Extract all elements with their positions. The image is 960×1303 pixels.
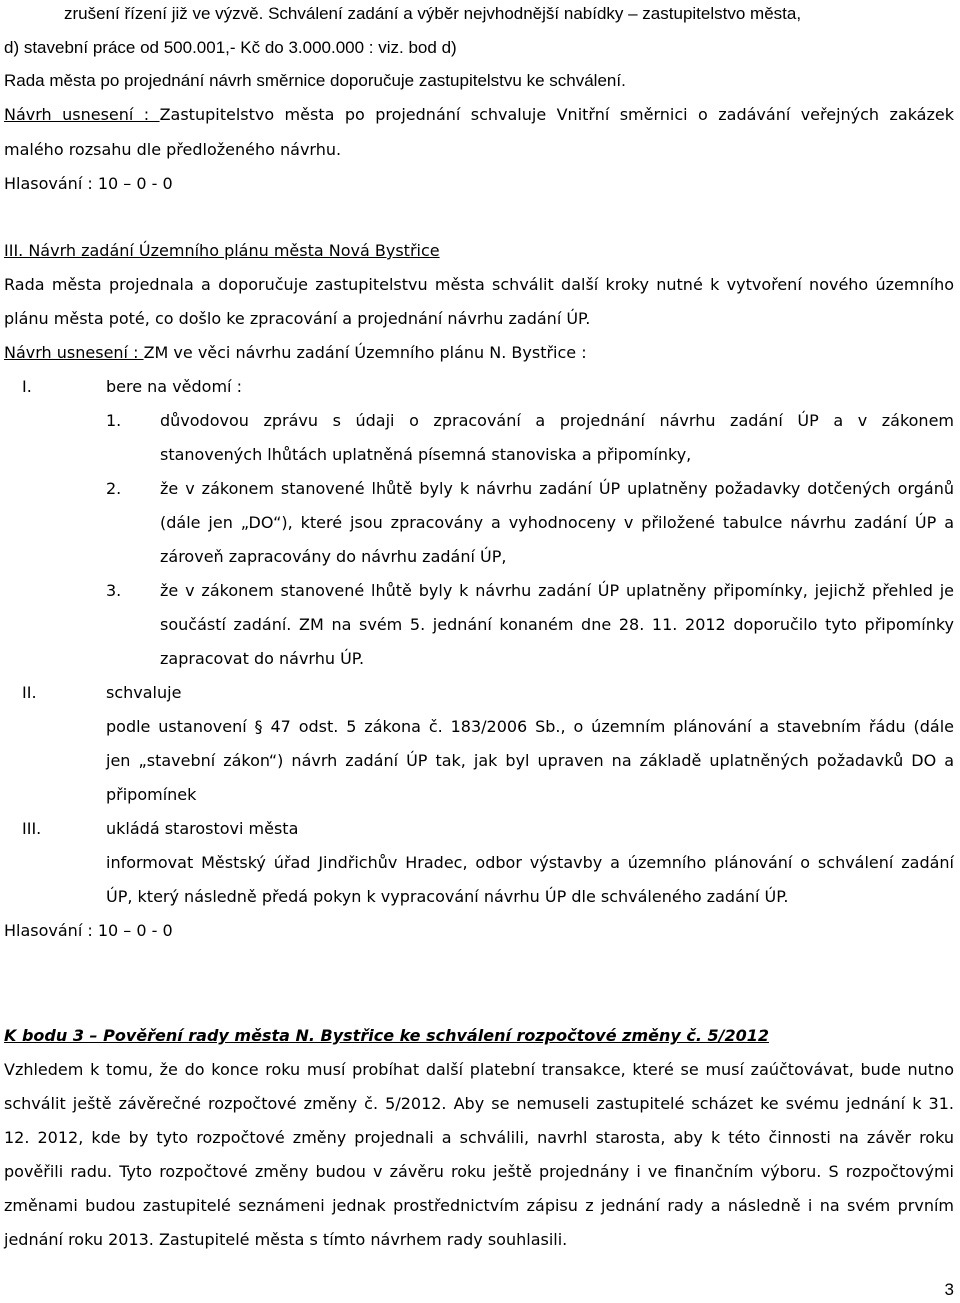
top-line-2: d) stavební práce od 500.001,- Kč do 3.000.000 : viz. bod d) [4, 38, 457, 57]
part3-number: III. [22, 819, 42, 838]
part1-number: I. [22, 377, 32, 396]
section3-resolution-label: Návrh usnesení : [4, 343, 144, 362]
bod3-line-5: změnami budou zastupitelé seznámeni jednak prostřednictvím zápisu z jednání rady a následně i na svém prvním [4, 1196, 954, 1215]
section3-intro-1: Rada města projednala a doporučuje zastupitelstvu města schválit další kroky nutné k vytvoření nového územního [4, 275, 954, 294]
part2-title: schvaluje [106, 683, 182, 702]
bod3-line-1: Vzhledem k tomu, že do konce roku musí probíhat další platební transakce, které se musí zaúčtovávat, bude nutno [4, 1060, 954, 1079]
part1-item1-number: 1. [106, 411, 122, 430]
part1-item3-line-3: zapracovat do návrhu ÚP. [160, 649, 365, 668]
part1-title: bere na vědomí : [106, 377, 242, 396]
section3-intro-2: plánu města poté, co došlo ke zpracování a projednání návrhu zadání ÚP. [4, 309, 591, 328]
bod3-line-3: 12. 2012, kde by tyto rozpočtové změny projednali a schválili, navrhl starosta, aby k této činnosti na závěr roku [4, 1128, 954, 1147]
page-number: 3 [944, 1280, 954, 1299]
part3-title: ukládá starostovi města [106, 819, 299, 838]
resolution1-text-1: Zastupitelstvo města po projednání schvaluje Vnitřní směrnici o zadávání veřejných zakázek [159, 105, 954, 124]
resolution1-vote: Hlasování : 10 – 0 - 0 [4, 174, 173, 193]
bod3-line-2: schválit ještě závěrečné rozpočtové změny č. 5/2012. Aby se nemuseli zastupitelé scházet ke svému jednání k 31. [4, 1094, 954, 1113]
part1-item1-line-1: důvodovou zprávu s údaji o zpracování a projednání návrhu zadání ÚP a v zákonem [160, 411, 954, 430]
section3-resolution-text: ZM ve věci návrhu zadání Územního plánu N. Bystřice : [143, 343, 587, 362]
top-line-3: Rada města po projednání návrh směrnice doporučuje zastupitelstvu ke schválení. [4, 71, 626, 90]
section3-resolution [4, 343, 587, 363]
part1-item2-number: 2. [106, 479, 122, 498]
resolution1-label: Návrh usnesení : [4, 105, 160, 124]
bod3-line-6: jednání roku 2013. Zastupitelé města s tímto návrhem rady souhlasili. [4, 1230, 568, 1249]
part1-item2-line-2: (dále jen „DO“), které jsou zpracovány a vyhodnoceny v přiložené tabulce návrhu zadání ÚP a [160, 513, 954, 532]
section3-heading: III. Návrh zadání Územního plánu města Nová Bystřice [4, 241, 440, 260]
part2-line-2: jen „stavební zákon“) návrh zadání ÚP tak, jak byl upraven na základě uplatněných požadavků DO a [106, 751, 954, 770]
part1-item2-line-3: zároveň zapracovány do návrhu zadání ÚP, [160, 547, 507, 566]
part1-item3-line-2: součástí zadání. ZM na svém 5. jednání konaném dne 28. 11. 2012 doporučilo tyto připomínky [160, 615, 954, 634]
part2-line-3: připomínek [106, 785, 197, 804]
part1-item3-line-1: že v zákonem stanovené lhůtě byly k návrhu zadání ÚP uplatněny připomínky, jejichž přehled je [160, 581, 954, 600]
resolution1-line-1 [4, 105, 954, 125]
section3-vote: Hlasování : 10 – 0 - 0 [4, 921, 173, 940]
part1-item2-line-1: že v zákonem stanovené lhůtě byly k návrhu zadání ÚP uplatněny požadavky dotčených orgánů [160, 479, 954, 498]
bod3-heading: K bodu 3 – Pověření rady města N. Bystřice ke schválení rozpočtové změny č. 5/2012 [4, 1026, 769, 1045]
resolution1-line-2: malého rozsahu dle předloženého návrhu. [4, 140, 342, 159]
part3-line-2: ÚP, který následně předá pokyn k vypracování návrhu ÚP dle schváleného zadání ÚP. [106, 887, 789, 906]
part2-number: II. [22, 683, 37, 702]
part1-item1-line-2: stanovených lhůtách uplatněná písemná stanoviska a připomínky, [160, 445, 692, 464]
bod3-line-4: pověřili radu. Tyto rozpočtové změny budou v závěru roku ještě projednány i ve finančním výboru. S rozpočtovými [4, 1162, 954, 1181]
part1-item3-number: 3. [106, 581, 122, 600]
part3-line-1: informovat Městský úřad Jindřichův Hradec, odbor výstavby a územního plánování o schválení zadání [106, 853, 954, 872]
top-line-1: zrušení řízení již ve výzvě. Schválení zadání a výběr nejvhodnější nabídky – zastupitelstvo města, [64, 4, 802, 23]
part2-line-1: podle ustanovení § 47 odst. 5 zákona č. 183/2006 Sb., o územním plánování a stavebním řádu (dále [106, 717, 954, 736]
